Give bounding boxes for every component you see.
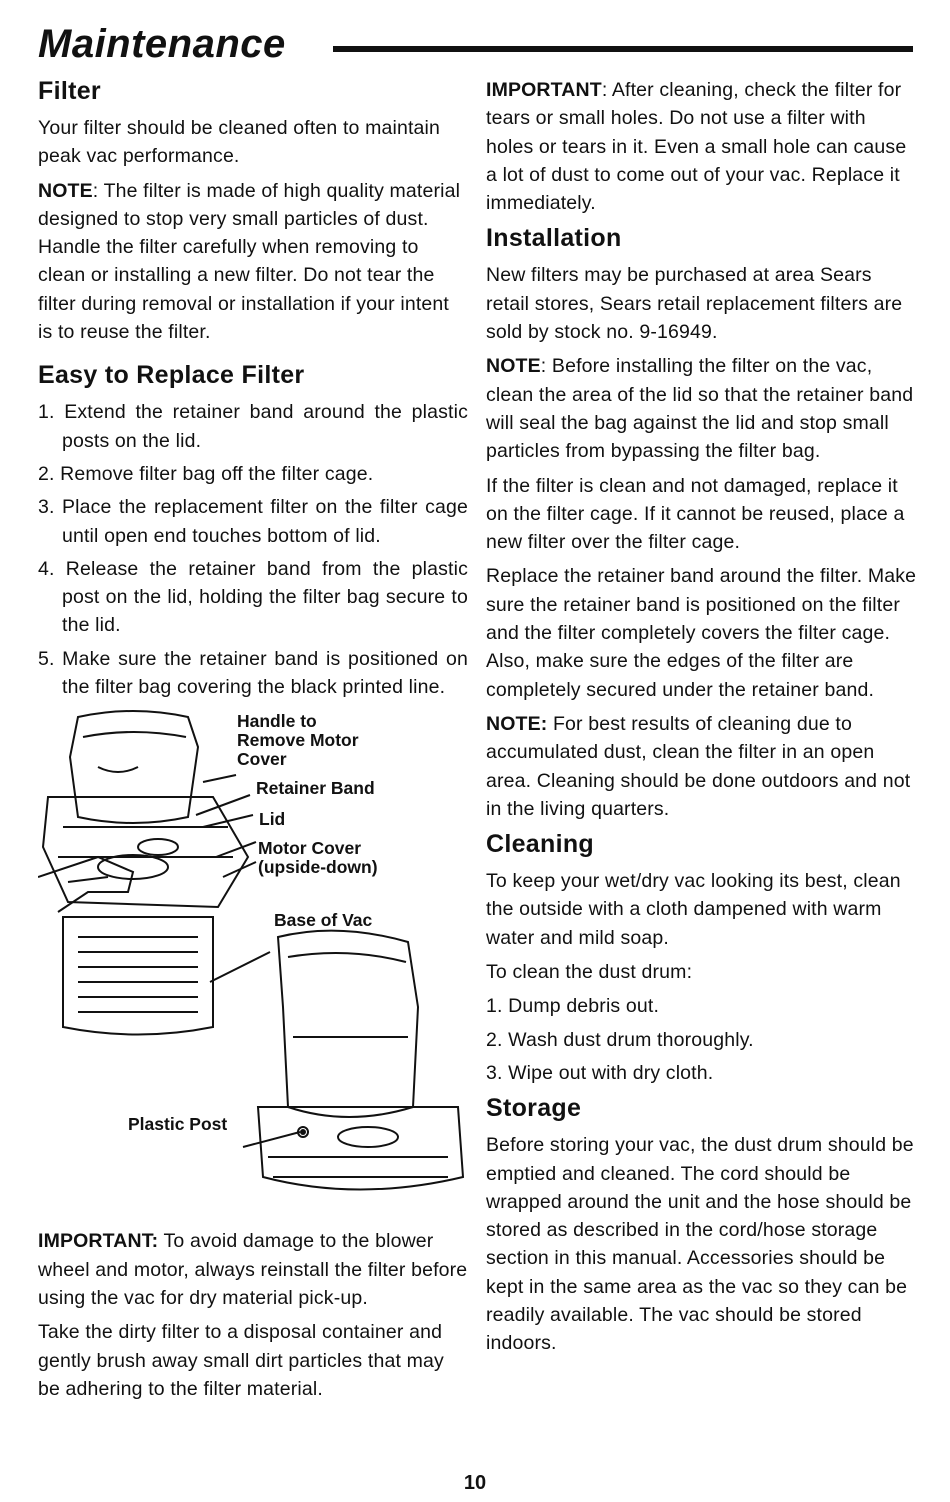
- label-base-of-vac: Base of Vac: [274, 910, 373, 931]
- page-title: Maintenance: [38, 22, 286, 66]
- clean-filter-text: If the filter is clean and not damaged, replace it on the filter cage. If it cannot be reused, place a new filter over the filter cage.: [486, 474, 905, 554]
- vac-illustration: [38, 707, 468, 1227]
- label-motor-cover: Motor Cover (upside-down): [258, 838, 378, 878]
- right-column: [486, 76, 918, 1364]
- label-lid: Lid: [259, 809, 286, 830]
- important-text: : After cleaning, check the filter for tears or small holes. Do not use a filter with holes or tears in it. Even a small hole can cause a lot of dust to come out of your vac. Replace it immediately.: [486, 79, 907, 215]
- leader-post: [243, 1132, 300, 1147]
- step-item: 4. Release the retainer band from the plastic post on the lid, holding the filter bag secure to the lid.: [38, 557, 468, 637]
- installation-text: New filters may be purchased at area Sears retail stores, Sears retail replacement filters are sold by stock no. 9-16949.: [486, 264, 903, 344]
- label-handle: Handle to Remove Motor Cover: [237, 711, 359, 770]
- replace-band-text: Replace the retainer band around the filter. Make sure the retainer band is positioned on the filter and the filter completely covers the filter cage. Also, make sure the edges of the filter are completely secured under the retainer band.: [486, 565, 917, 701]
- important-label: IMPORTANT:: [38, 1230, 159, 1253]
- cleaning-text: To keep your wet/dry vac looking its best, clean the outside with a cloth dampened with warm water and mild soap.: [486, 870, 901, 949]
- dirty-filter-text: Take the dirty filter to a disposal container and gently brush away small dirt particles that may be adhering to the filter material.: [38, 1321, 444, 1400]
- drum-step: 1. Dump debris out.: [486, 995, 660, 1018]
- step-item: 5. Make sure the retainer band is positioned on the filter bag covering the black printed line.: [38, 647, 468, 699]
- cleaning-heading: Cleaning: [486, 830, 594, 859]
- leader-motor: [223, 862, 256, 877]
- filter-note: [38, 177, 468, 347]
- leader-handle: [203, 775, 236, 782]
- filter-diagram: [38, 707, 468, 1227]
- step-item: 3. Place the replacement filter on the filter cage until open end touches bottom of lid.: [38, 496, 468, 547]
- step-item: 1. Extend the retainer band around the plastic posts on the lid.: [38, 401, 468, 452]
- replace-filter-heading: Easy to Replace Filter: [38, 361, 305, 390]
- note-text: : The filter is made of high quality material designed to stop very small particles of dust. Handle the filter carefully when removing to clean or installing a new filter. Do not tear the filter during removal or installation if your intent is to reuse the filter.: [38, 179, 461, 344]
- filter-closeup: [278, 931, 418, 1117]
- note-label: NOTE: [486, 355, 541, 378]
- storage-heading: Storage: [486, 1094, 582, 1123]
- leader-retainer: [203, 815, 253, 827]
- title-rule: [333, 46, 913, 52]
- important-note: [38, 1227, 468, 1312]
- filter-bag: [70, 711, 198, 823]
- drum-step: 2. Wash dust drum thoroughly.: [486, 1028, 754, 1051]
- important-check: [486, 76, 918, 217]
- leader-lid: [216, 842, 256, 857]
- drum-step: 3. Wipe out with dry cloth.: [486, 1061, 714, 1084]
- cleaning-note: [486, 710, 918, 823]
- installation-heading: Installation: [486, 224, 622, 253]
- leader-base: [210, 952, 270, 982]
- note-label: NOTE: [38, 179, 93, 202]
- step-item: 2. Remove filter bag off the filter cage.: [38, 462, 374, 485]
- important-text: To avoid damage to the blower wheel and motor, always reinstall the filter before using the vac for dry material pick-up.: [38, 1230, 468, 1309]
- replace-steps: [38, 398, 468, 701]
- installation-note: [486, 352, 918, 465]
- lid-shape: [43, 797, 248, 907]
- drum-intro: To clean the dust drum:: [486, 961, 693, 984]
- drum-steps: [486, 992, 918, 1087]
- label-plastic-post: Plastic Post: [128, 1114, 228, 1135]
- left-column: [38, 76, 468, 1409]
- label-retainer-band: Retainer Band: [256, 778, 375, 799]
- note-text: For best results of cleaning due to accumulated dust, clean the filter in an open area. Cleaning should be done outdoors and not in the living quarters.: [486, 712, 911, 820]
- vac-base: [63, 917, 213, 1035]
- page-number: 10: [463, 1472, 487, 1494]
- storage-text: Before storing your vac, the dust drum should be emptied and cleaned. The cord should be wrapped around the unit and the hose should be stored as described in the cord/hose storage section in this manual. Accessories should be kept in the same area as the vac so they can be readily available. The vac should be stored indoors.: [486, 1134, 914, 1355]
- note-text: : Before installing the filter on the vac, clean the area of the lid so that the retainer band will seal the bag against the lid and stop small particles from bypassing the filter bag.: [486, 355, 914, 463]
- filter-intro: Your filter should be cleaned often to maintain peak vac performance.: [38, 117, 441, 168]
- filter-heading: Filter: [38, 77, 101, 105]
- important-label: IMPORTANT: [486, 79, 602, 101]
- note-label: NOTE:: [486, 712, 548, 735]
